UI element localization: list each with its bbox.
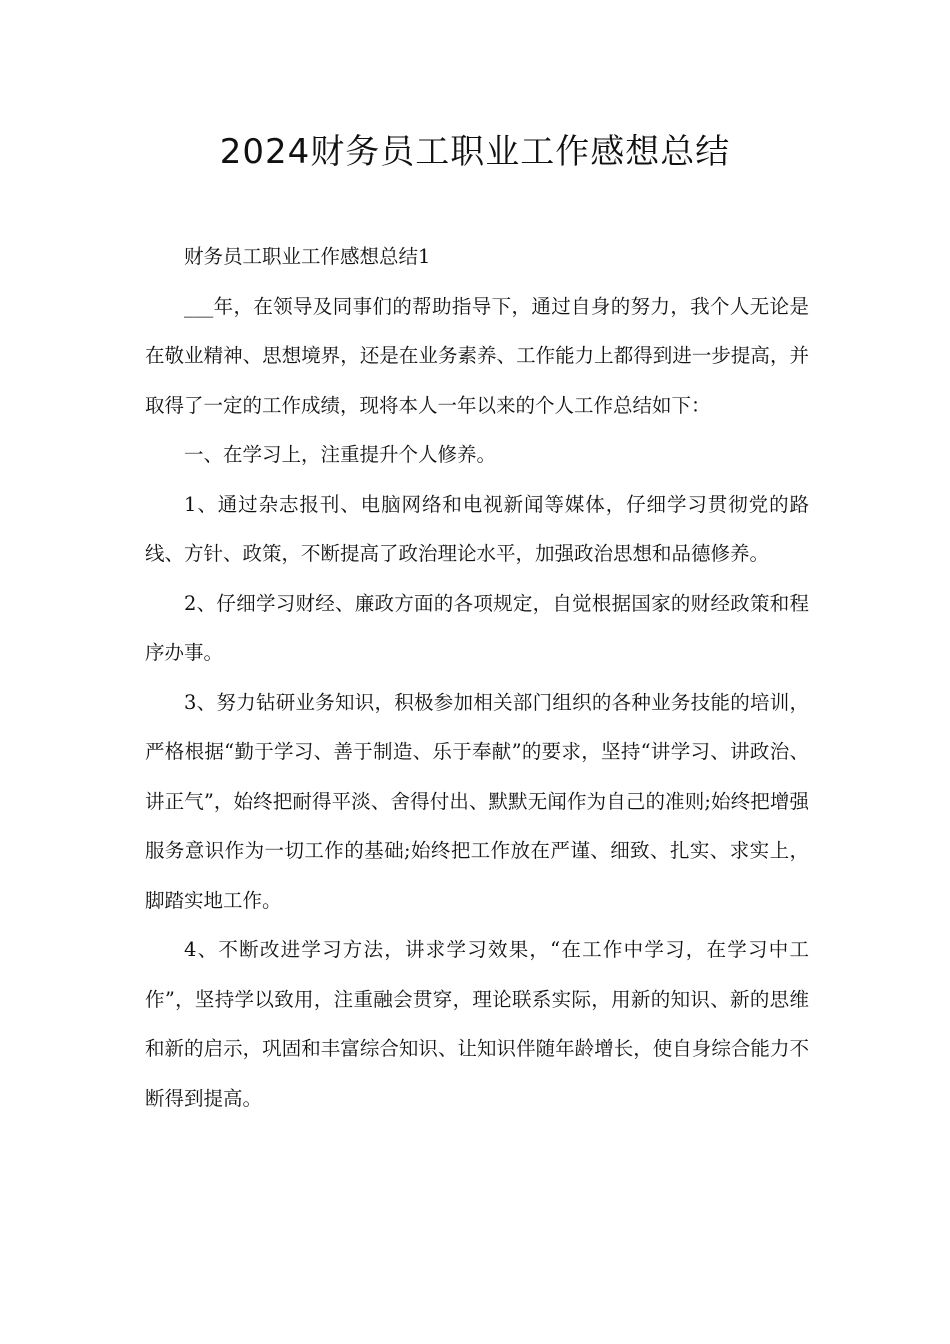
list-item-2: 2、仔细学习财经、廉政方面的各项规定，自觉根据国家的财经政策和程序办事。 (145, 591, 809, 664)
list-item-3: 3、努力钻研业务知识，积极参加相关部门组织的各种业务技能的培训，严格根据“勤于学习、善于制造、乐于奉献”的要求，坚持“讲学习、讲政治、讲正气”，始终把耐得平淡、舍得付出、默默无闻作为自己的准则;始终把增强服务意识作为一切工作的基础;始终把工作放在严谨、细致、扎实、求实上，脚踏实地工作。 (145, 690, 809, 912)
list-item-4: 4、不断改进学习方法，讲求学习效果，“在工作中学习，在学习中工作”，坚持学以致用，注重融会贯穿，理论联系实际，用新的知识、新的思维和新的启示，巩固和丰富综合知识、让知识伴随年龄增长，使自身综合能力不断得到提高。 (145, 938, 809, 1110)
document-title: 2024财务员工职业工作感想总结 (219, 132, 731, 172)
list-item-1: 1、通过杂志报刊、电脑网络和电视新闻等媒体，仔细学习贯彻党的路线、方针、政策，不断提高了政治理论水平，加强政治思想和品德修养。 (145, 492, 809, 565)
subsection-heading: 一、在学习上，注重提升个人修养。 (184, 443, 497, 466)
section-heading: 财务员工职业工作感想总结1 (184, 245, 431, 268)
intro-paragraph: ___年，在领导及同事们的帮助指导下，通过自身的努力，我个人无论是在敬业精神、思想境界，还是在业务素养、工作能力上都得到进一步提高，并取得了一定的工作成绩，现将本人一年以来的个人工作总结如下： (145, 294, 809, 417)
document-body (145, 232, 809, 1123)
